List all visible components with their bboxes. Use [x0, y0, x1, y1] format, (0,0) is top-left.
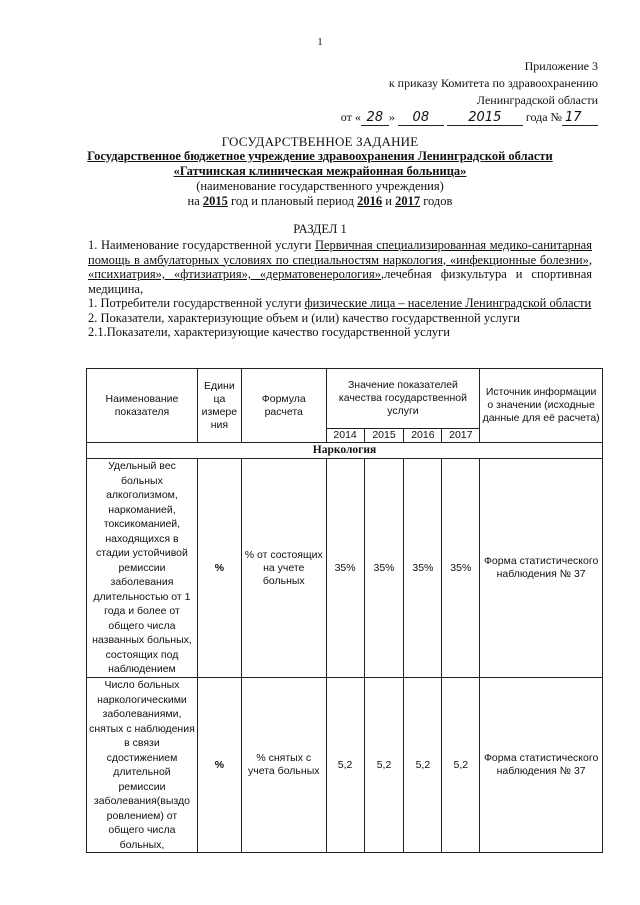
institution-name-line1: Государственное бюджетное учреждение здравоохранения Ленинградской области — [87, 149, 553, 163]
annex-title: Приложение 3 — [524, 59, 598, 73]
value-cell: 35% — [326, 459, 364, 678]
document-title: ГОСУДАРСТВЕННОЕ ЗАДАНИЕ — [221, 134, 419, 149]
quality-indicators-table — [86, 368, 603, 853]
order-number: 17 — [562, 111, 598, 126]
institution-name-line2: «Гатчинская клиническая межрайонная больница» — [173, 164, 467, 178]
period-line: на 2015 год и плановый период 2016 и 2017 годов — [187, 194, 453, 208]
order-date-line: от « 28 » 08 2015 года № 17 — [341, 109, 598, 126]
value-cell: 35% — [364, 459, 404, 678]
source-cell: Форма статистического наблюдения № 37 — [480, 678, 603, 853]
group-row-narcology: Наркология — [87, 443, 603, 459]
header-year: 2016 — [404, 429, 442, 443]
item-indicators: 2. Показатели, характеризующие объем и (или) качество государственной услуги — [88, 310, 520, 325]
unit-cell: % — [197, 678, 241, 853]
value-cell: 5,2 — [364, 678, 404, 853]
header-unit: Едини ца измере ния — [197, 369, 241, 443]
annex-region: Ленинградской области — [476, 93, 598, 107]
formula-cell: % от состоящих на учете больных — [241, 459, 326, 678]
table-row — [87, 459, 603, 678]
item-service-name: 1. Наименование государственной услуги Первичная специализированная медико-санитарная помощь в амбулаторных условиях по специальностям наркология, «инфекционные болезни», «психиатрия», «фтизиатрия», «дерматовенерология»,лечебная физкультура и спортивная медицина, — [88, 238, 593, 296]
header-values: Значение показателей качества государственной услуги — [326, 369, 480, 429]
annex-block — [341, 58, 598, 126]
indicator-cell: Удельный вес больных алкоголизмом, наркоманией, токсикоманией, находящихся в стадии устойчивой ремиссии заболевания длительностью от 1 года и более от общего числа названных больных, состоящих под наблюдением — [87, 459, 198, 678]
section-items — [88, 238, 592, 340]
order-day: 28 — [361, 111, 389, 126]
item-quality-indicators: 2.1.Показатели, характеризующие качество государственной услуги — [88, 325, 450, 339]
value-cell: 5,2 — [404, 678, 442, 853]
header-year: 2015 — [364, 429, 404, 443]
unit-cell: % — [197, 459, 241, 678]
order-month: 08 — [398, 111, 444, 126]
header-indicator-name: Наименование показателя — [87, 369, 198, 443]
item-consumers: 1. Потребители государственной услуги физические лица – население Ленинградской области — [88, 296, 592, 310]
indicator-cell: Число больных наркологическими заболеваниями, снятых с наблюдения в связи сдостижением длительной ремиссии заболевания(выздо ровлением) от общего числа больных, — [87, 678, 198, 853]
header-formula: Формула расчета — [241, 369, 326, 443]
document-heading — [40, 134, 600, 209]
formula-cell: % снятых с учета больных — [241, 678, 326, 853]
institution-caption: (наименование государственного учреждения) — [196, 179, 444, 193]
source-cell: Форма статистического наблюдения № 37 — [480, 459, 603, 678]
header-source: Источник информации о значении (исходные данные для её расчета) — [480, 369, 603, 443]
value-cell: 35% — [404, 459, 442, 678]
value-cell: 5,2 — [326, 678, 364, 853]
header-year: 2017 — [442, 429, 480, 443]
value-cell: 5,2 — [442, 678, 480, 853]
value-cell: 35% — [442, 459, 480, 678]
section-title: РАЗДЕЛ 1 — [293, 222, 347, 236]
page-number: 1 — [317, 36, 323, 48]
order-year: 2015 — [447, 111, 523, 126]
header-year: 2014 — [326, 429, 364, 443]
annex-order-ref: к приказу Комитета по здравоохранению — [388, 76, 598, 90]
table-row — [87, 678, 603, 853]
